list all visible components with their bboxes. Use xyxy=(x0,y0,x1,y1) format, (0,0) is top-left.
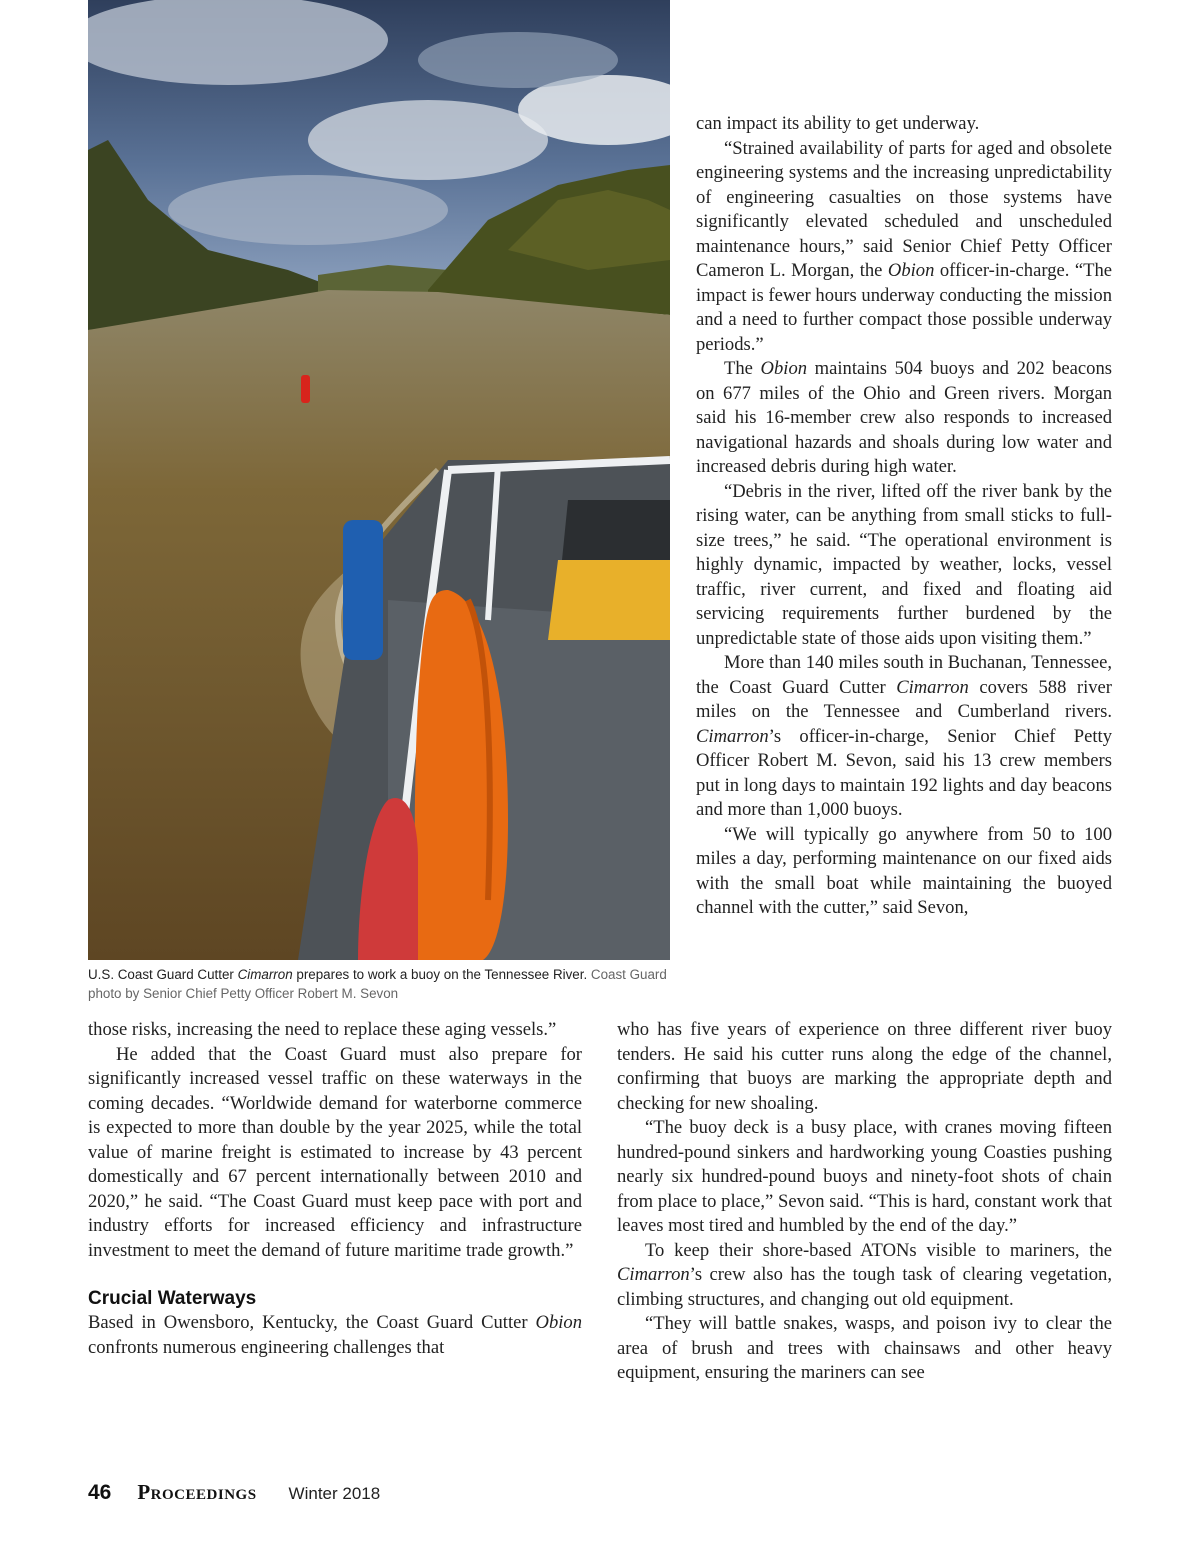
paragraph: More than 140 miles south in Buchanan, Tennessee, the Coast Guard Cutter Cimarron covers 588 river miles on the Tennessee and Cumberland rivers. Cimarron’s officer-in-charge, Senior Chief Petty Officer Robert M. Sevon, said his 13 crew members put in long days to maintain 192 lights and day beacons and more than 1,000 buoys. xyxy=(696,652,1113,820)
paragraph: “We will typically go anywhere from 50 to 100 miles a day, performing maintenance on our fixed aids with the small boat while maintaining the buoyed channel with the cutter,” said Sevon, xyxy=(696,823,1112,918)
paragraph: To keep their shore-based ATONs visible to mariners, the Cimarron’s crew also has the tough task of clearing vegetation, climbing structures, and changing out old equipment. xyxy=(617,1239,1112,1310)
caption-vessel: Cimarron xyxy=(237,967,293,982)
paragraph: The Obion maintains 504 buoys and 202 beacons on 677 miles of the Ohio and Green rivers. Morgan said his 16-member crew also responds to increased navigational hazards and shoals during low water and increased debris during high water. xyxy=(696,358,1113,477)
issue-date: Winter 2018 xyxy=(288,1484,381,1503)
cutter-photo xyxy=(88,0,670,960)
paragraph: Based in Owensboro, Kentucky, the Coast Guard Cutter Obion confronts numerous engineering challenges that xyxy=(88,1312,582,1358)
column-bottom-right xyxy=(617,1018,1112,1386)
column-bottom-left xyxy=(88,1018,582,1360)
river-scene-image xyxy=(88,0,670,960)
paragraph: those risks, increasing the need to replace these aging vessels.” xyxy=(88,1019,557,1040)
paragraph: “Strained availability of parts for aged and obsolete engineering systems and the increasing unpredictability of engineering casualties on those systems have significantly elevated scheduled and unscheduled maintenance hours,” said Senior Chief Petty Officer Cameron L. Morgan, the Obion officer-in-charge. “The impact is fewer hours underway conducting the mission and a need to further compact those possible underway periods.” xyxy=(696,137,1113,355)
paragraph: “Debris in the river, lifted off the river bank by the rising water, can be anything from small sticks to full-size trees,” he said. “The operational environment is highly dynamic, impacted by weather, locks, vessel traffic, river current, and fixed and floating aid servicing requirements further burdened by the unpredictable state of those aids upon visiting them.” xyxy=(696,480,1112,649)
paragraph: “The buoy deck is a busy place, with cranes moving fifteen hundred-pound sinkers and hardworking young Coasties pushing nearly six hundred-pound buoys and ninety-foot shots of chain from place to place,” Sevon said. “This is hard, constant work that leaves most tired and humbled by the end of the day.” xyxy=(617,1117,1112,1236)
caption-text-b: prepares to work a buoy on the Tennessee River. xyxy=(292,967,591,982)
page-footer xyxy=(88,1480,380,1510)
paragraph: “They will battle snakes, wasps, and poison ivy to clear the area of brush and trees with chainsaws and other heavy equipment, ensuring the mariners can see xyxy=(617,1313,1112,1383)
red-buoy xyxy=(301,375,310,403)
magazine-title: Proceedings xyxy=(137,1480,257,1504)
column-top-right xyxy=(696,112,1112,921)
paragraph: can impact its ability to get underway. xyxy=(696,113,980,134)
blue-cover xyxy=(343,520,383,660)
photo-caption xyxy=(88,965,673,1003)
caption-text-a: U.S. Coast Guard Cutter xyxy=(88,967,238,982)
photo-credit: Coast Guard photo by Senior Chief Petty Officer Robert M. Sevon xyxy=(88,967,667,1001)
paragraph: who has five years of experience on three different river buoy tenders. He said his cutter runs along the edge of the channel, confirming that buoys are marking the appropriate depth and checking for new shoaling. xyxy=(617,1019,1112,1114)
page-number: 46 xyxy=(88,1481,112,1504)
paragraph: He added that the Coast Guard must also prepare for significantly increased vessel traffic on these waterways in the coming decades. “Worldwide demand for waterborne commerce is expected to more than double by the year 2025, while the total value of marine freight is estimated to increase by 43 percent domestically and 67 percent internationally between 2010 and 2020,” he said. “The Coast Guard must keep pace with port and industry efforts for increased efficiency and infrastructure investment to meet the demand of future maritime trade growth.” xyxy=(88,1043,582,1261)
section-heading: Crucial Waterways xyxy=(88,1288,257,1309)
